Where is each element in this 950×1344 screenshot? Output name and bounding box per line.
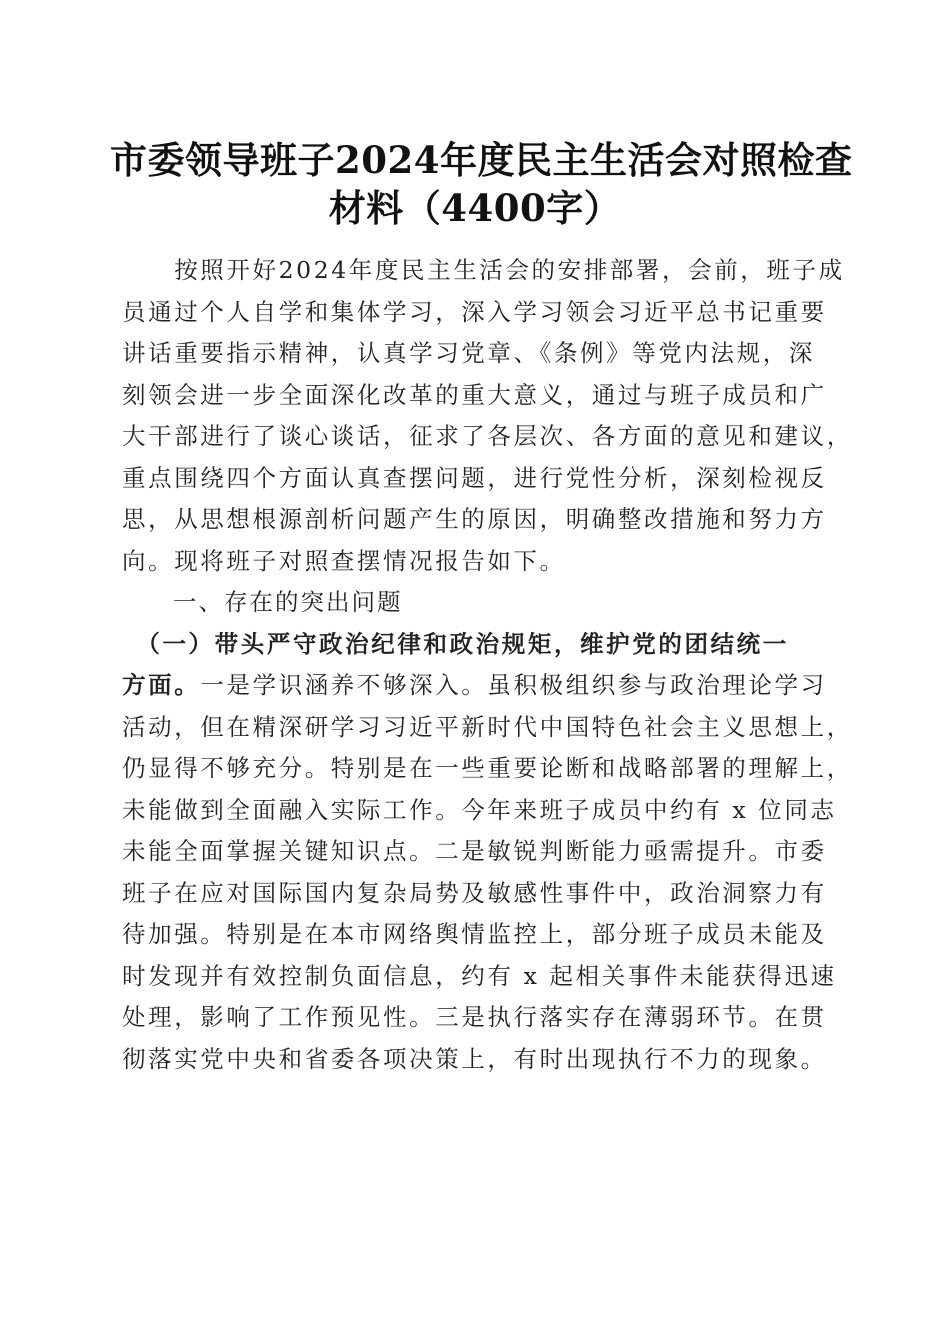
intro-line: 讲话重要指示精神，认真学习党章、《条例》等党内法规，深 [122,339,815,367]
body-line: 活动，但在精深研学习习近平新时代中国特色社会主义思想上， [122,712,853,741]
intro-line: 大干部进行了谈心谈话，征求了各层次、各方面的意见和建议， [122,422,853,450]
intro-line: 员通过个人自学和集体学习，深入学习领会习近平总书记重要 [122,297,827,326]
subsection-heading-end: 方面。 [122,671,201,699]
document-title [110,136,853,232]
intro-line: 刻领会进一步全面深化改革的重大意义，通过与班子成员和广 [122,380,827,409]
subsection-text: 一是学识涵养不够深入。虽积极组织参与政治理论学习 [200,671,827,699]
section-heading: 一、存在的突出问题 [122,588,403,616]
body-line: 处理，影响了工作预见性。三是执行落实存在薄弱环节。在贯 [122,1003,827,1031]
body-line: 仍显得不够充分。特别是在一些重要论断和战略部署的理解上， [122,754,853,782]
body-line: 待加强。特别是在本市网络舆情监控上，部分班子成员未能及 [122,920,827,948]
intro-line: 按照开好2024年度民主生活会的安排部署，会前，班子成 [122,256,845,284]
subsection-heading: （一）带头严守政治纪律和政治规矩，维护党的团结统一 [122,629,789,658]
body-line: 未能做到全面融入实际工作。今年来班子成员中约有 x 位同志 [122,795,837,824]
body-line: 时发现并有效控制负面信息，约有 x 起相关事件未能获得迅速 [122,961,837,990]
body-line: 彻落实党中央和省委各项决策上，有时出现执行不力的现象。 [122,1044,827,1073]
intro-line: 重点围绕四个方面认真查摆问题，进行党性分析，深刻检视反 [122,463,827,492]
body-line: 班子在应对国际国内复杂局势及敏感性事件中，政治洞察力有 [122,878,827,907]
subsection-line [122,665,834,707]
title-line-2: 材料（4400字） [328,186,622,230]
intro-line: 向。现将班子对照查摆情况报告如下。 [122,546,566,575]
body-line: 未能全面掌握关键知识点。二是敏锐判断能力亟需提升。市委 [122,837,827,865]
intro-line: 思，从思想根源剖析问题产生的原因，明确整改措施和努力方 [122,505,827,533]
title-line-1: 市委领导班子2024年度民主生活会对照检查 [110,138,853,182]
document-body [122,250,853,1080]
